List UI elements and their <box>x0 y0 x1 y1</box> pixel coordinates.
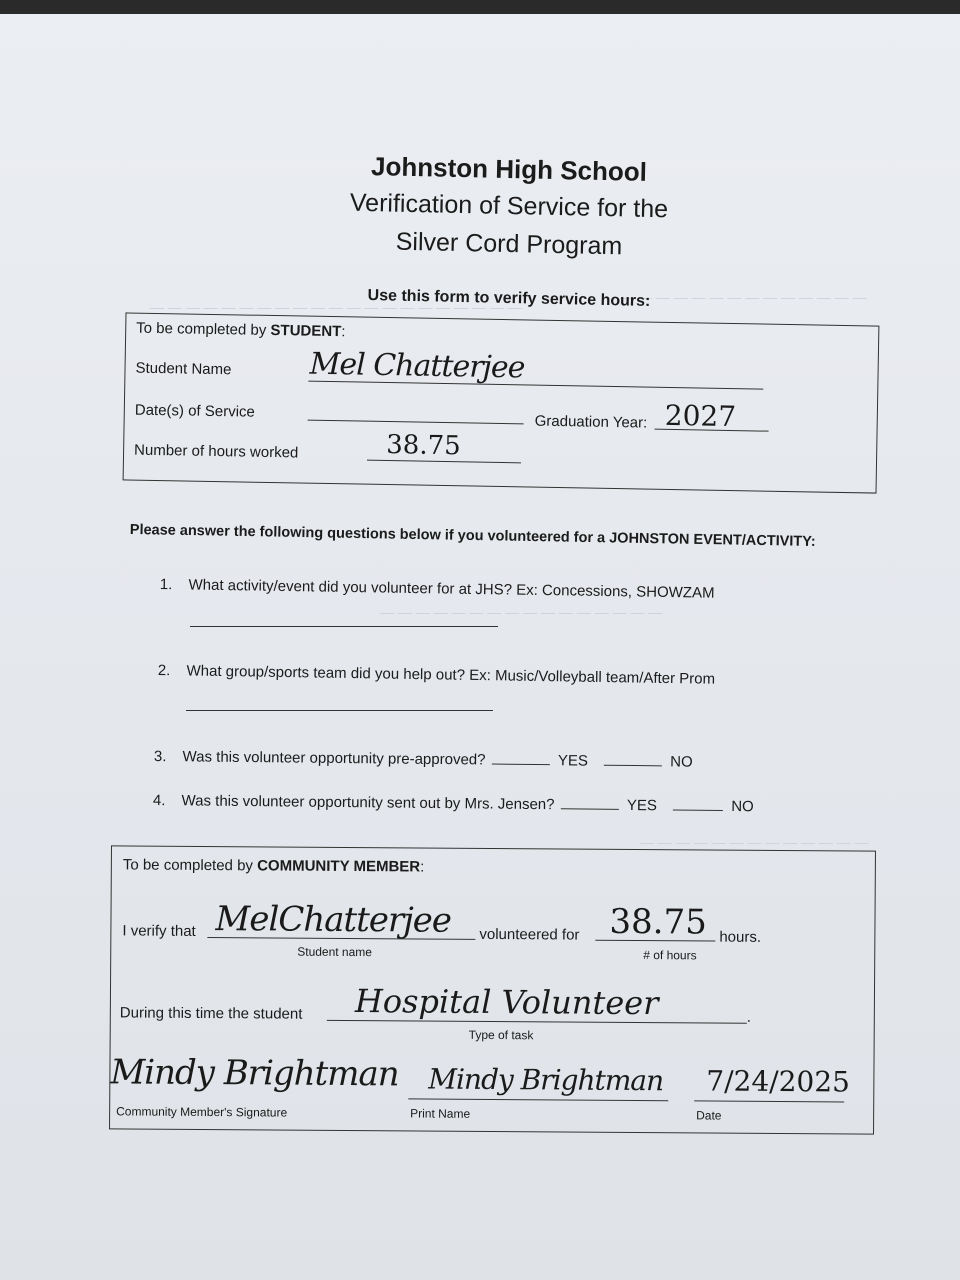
dates-of-service-line <box>308 420 524 425</box>
community-member-signature[interactable]: Mindy Brightman <box>110 1052 399 1095</box>
student-name-line <box>308 381 763 390</box>
hours-worked-line <box>367 460 521 464</box>
question-1: 1. What activity/event did you volunteer for at JHS? Ex: Concessions, SHOWZAM <box>159 576 715 602</box>
hours-worked-value[interactable]: 38.75 <box>385 430 461 462</box>
form-title-line-3: Silver Cord Program <box>395 227 623 261</box>
graduation-year-label: Graduation Year: <box>534 412 648 432</box>
bleed-through-text: — — — — — — — — — — — — — — — — — — — — — <box>150 299 522 315</box>
question-4-yes-blank[interactable] <box>561 808 619 810</box>
task-label: During this time the student <box>119 1004 303 1023</box>
student-name-caption: Student name <box>297 944 373 960</box>
verified-student-name[interactable]: MelChatterjee <box>215 899 452 941</box>
student-section-heading: To be completed by STUDENT: <box>136 319 346 341</box>
community-section-heading: To be completed by COMMUNITY MEMBER: <box>122 856 425 876</box>
print-name-line <box>408 1098 668 1101</box>
student-name-label: Student Name <box>135 359 232 379</box>
question-1-answer-line[interactable] <box>190 626 498 627</box>
hours-caption: # of hours <box>643 948 697 963</box>
task-line <box>327 1020 747 1024</box>
print-name-value[interactable]: Mindy Brightman <box>428 1062 664 1098</box>
question-4: 4. Was this volunteer opportunity sent out by Mrs. Jensen? YES NO <box>152 792 754 816</box>
verified-hours-value[interactable]: 38.75 <box>609 901 707 943</box>
questions-heading: Please answer the following questions below if you volunteered for a JOHNSTON EVENT/ACTIVITY: <box>129 522 816 550</box>
hours-worked-label: Number of hours worked <box>133 441 299 462</box>
date-line <box>694 1100 844 1102</box>
volunteered-for-label: volunteered for <box>479 925 580 944</box>
hours-suffix: hours. <box>719 928 762 946</box>
question-3-no-blank[interactable] <box>604 765 662 767</box>
question-4-no-blank[interactable] <box>673 809 723 811</box>
date-value[interactable]: 7/24/2025 <box>706 1064 851 1099</box>
student-section <box>123 312 880 493</box>
question-3: 3. Was this volunteer opportunity pre-approved? YES NO <box>153 748 693 771</box>
graduation-year-value[interactable]: 2027 <box>664 398 737 434</box>
dates-of-service-label: Date(s) of Service <box>134 401 255 421</box>
school-title: Johnston High School <box>370 151 648 187</box>
bleed-through-text: — — — — — — — — — — — — — — — — <box>380 604 663 620</box>
question-2-answer-line[interactable] <box>186 710 493 711</box>
question-2: 2. What group/sports team did you help out? Ex: Music/Volleyball team/After Prom <box>157 662 716 688</box>
task-value[interactable]: Hospital Volunteer <box>354 982 659 1023</box>
print-name-caption: Print Name <box>410 1106 471 1121</box>
signature-caption: Community Member's Signature <box>116 1104 288 1120</box>
date-caption: Date <box>696 1108 722 1123</box>
form-paper <box>0 14 960 1280</box>
verify-label: I verify that <box>122 922 196 940</box>
task-caption: Type of task <box>468 1027 534 1043</box>
community-member-section <box>109 845 876 1134</box>
student-name-value[interactable]: Mel Chatterjee <box>309 346 525 386</box>
form-instruction: Use this form to verify service hours: <box>367 287 651 310</box>
bleed-through-text: — — — — — — — — — — — — — <box>640 834 869 850</box>
task-end: . <box>746 1008 752 1026</box>
question-3-yes-blank[interactable] <box>492 764 550 766</box>
form-title-line-2: Verification of Service for the <box>349 188 669 224</box>
bleed-through-text: — — — — — — — — — — — — — — <box>620 289 867 305</box>
